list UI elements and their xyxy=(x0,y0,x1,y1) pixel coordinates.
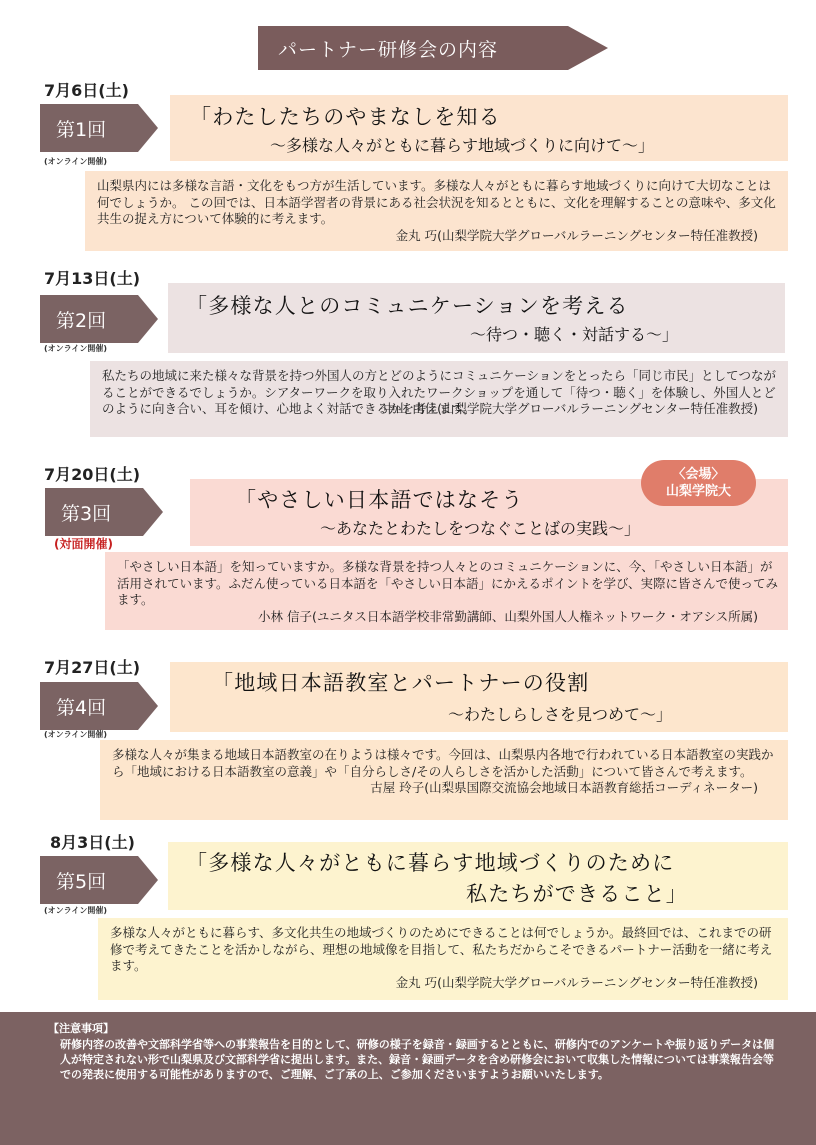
session-date: 7月27日(土) xyxy=(44,658,141,677)
session-description: 多様な人々が集まる地域日本語教室の在りようは様々です。今回は、山梨県内各地で行われている日本語教室の実践から「地域における日本語教室の意義」や「自分らしさ/その人らしさを活かした活動」について皆さんで考えます。 xyxy=(112,747,774,779)
session-lecturer: 金丸 巧(山梨学院大学グローバルラーニングセンター特任准教授) xyxy=(395,974,758,990)
session-subtitle: ～待つ・聴く・対話する～」 xyxy=(470,325,679,344)
session-lecturer: 古屋 玲子(山梨県国際交流協会地域日本語教育総括コーディネーター) xyxy=(370,780,758,795)
venue-label: 〈会場〉 xyxy=(672,467,725,482)
session-number-label: 第4回 xyxy=(56,697,107,719)
session-description: 私たちの地域に来た様々な背景を持つ外国人の方とどのようにコミュニケーションをとったら「同じ市民」としてつながることができるでしょうか。シアターワークを取り入れたワークショップを通して「待つ・聴く」を体験し、外国人とどのように向き合い、耳を傾け、心地よく対話できるかを考えます。 xyxy=(102,368,777,416)
session-lecturer: 金丸 巧(山梨学院大学グローバルラーニングセンター特任准教授) xyxy=(395,227,758,243)
session-number-label: 第1回 xyxy=(56,119,107,141)
session-subtitle: 私たちができること」 xyxy=(466,882,688,906)
session-number-tag xyxy=(40,682,158,730)
session-description-box xyxy=(90,361,788,437)
notice-heading: 【注意事項】 xyxy=(48,1022,114,1035)
session-description-box xyxy=(100,740,788,820)
session-number-tag xyxy=(40,856,158,904)
session-date: 7月13日(土) xyxy=(44,269,141,288)
notice-panel xyxy=(0,1012,816,1145)
session-description: 山梨県内には多様な言語・文化をもつ方が生活しています。多様な人々がともに暮らす地域づくりに向けて大切なことは何でしょうか。 この回では、日本語学習者の背景にある社会状況を知るとともに、文化を理解することの意味や、多文化共生の捉え方について体験的に考えます。 xyxy=(97,178,776,226)
session-title: 「わたしたちのやまなしを知る xyxy=(190,105,501,129)
session-subtitle: ～わたしらしさを見つめて～」 xyxy=(448,705,673,724)
session-lecturer: 小林 信子(ユニタス日本語学校非常勤講師、山梨外国人人権ネットワーク・オアシス所属) xyxy=(258,608,758,624)
page-title-text: パートナー研修会の内容 xyxy=(278,39,499,61)
session-title: 「多様な人とのコミュニケーションを考える xyxy=(186,294,629,318)
session-description-box xyxy=(98,918,788,1000)
session-mode: (オンライン開催) xyxy=(44,157,108,166)
session-lecturer: 中山 由佳(山梨学院大学グローバルラーニングセンター特任准教授) xyxy=(383,401,758,416)
session-mode: (オンライン開催) xyxy=(44,344,108,353)
session-description: 「やさしい日本語」を知っていますか。多様な背景を持つ人々とのコミュニケーションに、今、「やさしい日本語」が活用されています。ふだん使っている日本語を「やさしい日本語」にかえるポイントを学び、実際に皆さんで使ってみます。 xyxy=(117,559,779,607)
session-date: 7月6日(土) xyxy=(44,81,129,100)
notice-body: 研修内容の改善や文部科学省等への事業報告を目的として、研修の様子を録音・録画するとともに、研修内でのアンケートや振り返りデータは個人が特定されない形で山梨県及び文部科学省に提出します。また、録音・録画データを含め研修会において収集した情報については事業報告会等での発表に使用する可能性がありますので、ご理解、ご了承の上、ご参加くださいますようお願いいたします。 xyxy=(60,1038,775,1081)
venue-name: 山梨学院大 xyxy=(665,484,731,499)
session-title: 「多様な人々がともに暮らす地域づくりのために xyxy=(186,851,675,875)
session-subtitle: ～あなたとわたしをつなぐことばの実践～」 xyxy=(320,519,641,538)
session-subtitle: ～多様な人々がともに暮らす地域づくりに向けて～」 xyxy=(270,136,655,155)
session-number-label: 第5回 xyxy=(56,871,107,893)
session-number-label: 第2回 xyxy=(56,310,107,332)
session-description-box xyxy=(105,552,788,630)
session-number-tag xyxy=(40,295,158,343)
session-number-label: 第3回 xyxy=(61,503,112,525)
session-number-tag xyxy=(45,488,163,536)
session-title: 「地域日本語教室とパートナーの役割 xyxy=(212,671,590,695)
session-mode: (オンライン開催) xyxy=(44,730,108,739)
session-number-tag xyxy=(40,104,158,152)
session-mode: (オンライン開催) xyxy=(44,906,108,915)
venue-badge xyxy=(641,460,756,506)
session-mode: (対面開催) xyxy=(54,537,113,551)
session-date: 7月20日(土) xyxy=(44,465,141,484)
session-description-box xyxy=(85,171,788,251)
session-description: 多様な人々がともに暮らす、多文化共生の地域づくりのためにできることは何でしょうか。最終回では、これまでの研修で考えてきたことを活かしながら、理想の地域像を目指して、私たちだからこそできるパートナー活動を一緒に考えます。 xyxy=(110,925,773,973)
page-title xyxy=(258,26,610,70)
session-title: 「やさしい日本語ではなそう xyxy=(235,488,524,512)
session-date: 8月3日(土) xyxy=(50,833,135,852)
